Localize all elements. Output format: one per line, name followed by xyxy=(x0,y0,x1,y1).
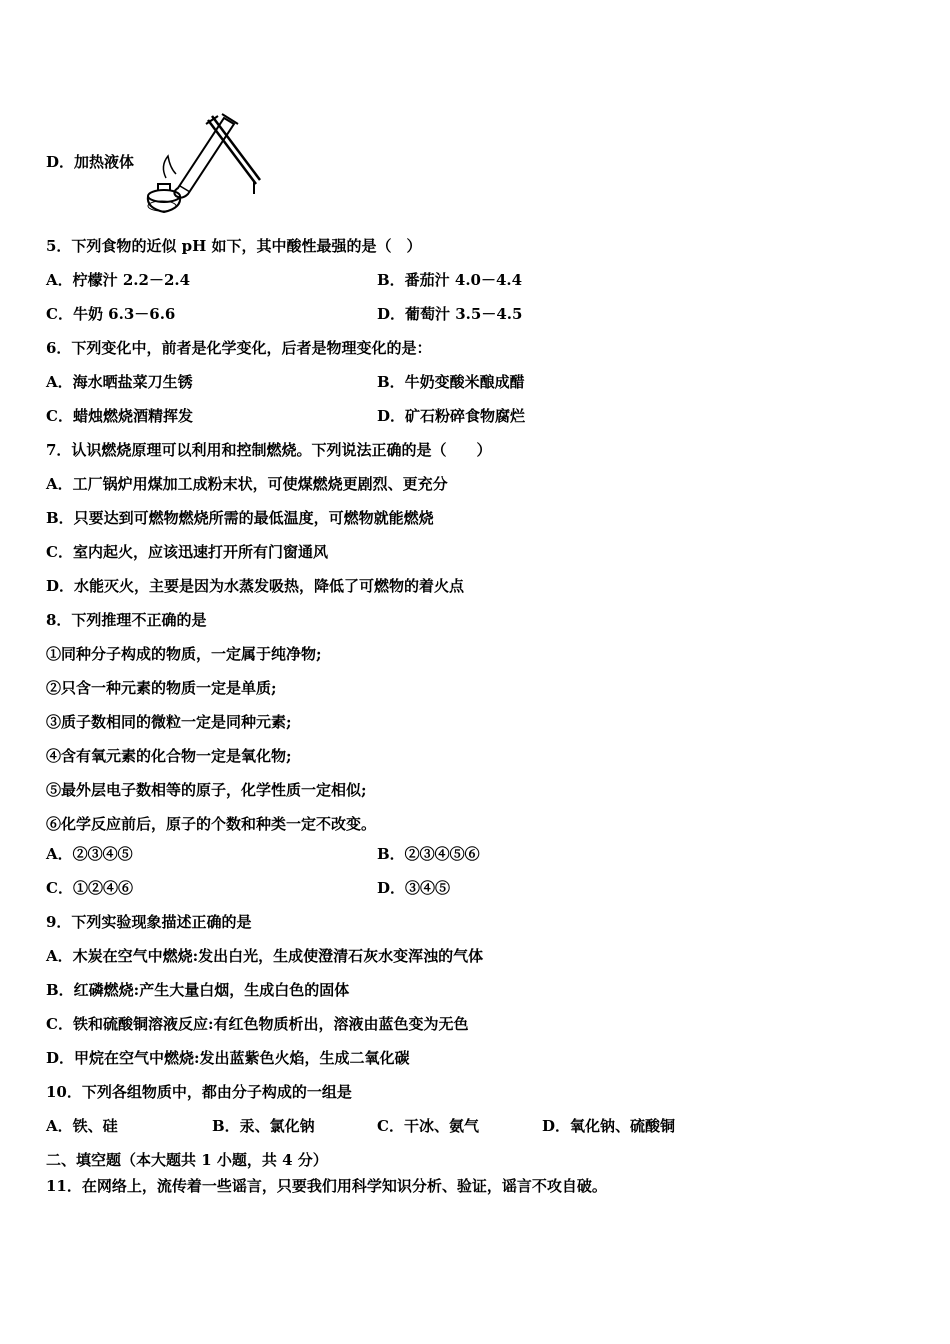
q8-statement-6: ⑥化学反应前后，原子的个数和种类一定不改变。 xyxy=(46,815,377,833)
q8-option-b: B．②③④⑤⑥ xyxy=(377,845,480,863)
q9-option-b: B．红磷燃烧:产生大量白烟，生成白色的固体 xyxy=(46,981,350,999)
q8-statement-4: ④含有氧元素的化合物一定是氧化物; xyxy=(46,747,292,765)
q9-stem: 9．下列实验现象描述正确的是 xyxy=(46,913,252,931)
q9-option-c: C．铁和硫酸铜溶液反应:有红色物质析出，溶液由蓝色变为无色 xyxy=(46,1015,469,1033)
q8-statement-1: ①同种分子构成的物质，一定属于纯净物; xyxy=(46,645,322,663)
q8-statement-5: ⑤最外层电子数相等的原子，化学性质一定相似; xyxy=(46,781,367,799)
q9-option-a: A．木炭在空气中燃烧:发出白光，生成使澄清石灰水变浑浊的气体 xyxy=(46,947,484,965)
q5-option-b: B．番茄汁 4.0－4.4 xyxy=(377,271,523,289)
q7-stem: 7．认识燃烧原理可以利用和控制燃烧。下列说法正确的是（ ） xyxy=(46,441,492,459)
q6-option-b: B．牛奶变酸米酿成醋 xyxy=(377,373,525,391)
q10-option-a: A．铁、硅 xyxy=(46,1117,118,1135)
q10-stem: 10．下列各组物质中，都由分子构成的一组是 xyxy=(46,1083,352,1101)
q8-option-a: A．②③④⑤ xyxy=(46,845,133,863)
q5-option-c: C．牛奶 6.3－6.6 xyxy=(46,305,176,323)
q5-stem: 5．下列食物的近似 pH 如下，其中酸性最强的是（ ） xyxy=(46,237,422,255)
q7-option-d: D．水能灭火，主要是因为水蒸发吸热，降低了可燃物的着火点 xyxy=(46,577,465,595)
q4-option-d: D．加热液体 xyxy=(46,153,135,171)
q10-option-b: B．汞、氯化钠 xyxy=(212,1117,315,1135)
q6-option-a: A．海水晒盐菜刀生锈 xyxy=(46,373,193,391)
q6-option-d: D．矿石粉碎食物腐烂 xyxy=(377,407,526,425)
q5-option-d: D．葡萄汁 3.5－4.5 xyxy=(377,305,523,323)
q8-statement-2: ②只含一种元素的物质一定是单质; xyxy=(46,679,277,697)
section-2-title: 二、填空题（本大题共 1 小题，共 4 分） xyxy=(46,1151,328,1169)
q9-option-d: D．甲烷在空气中燃烧:发出蓝紫色火焰，生成二氧化碳 xyxy=(46,1049,410,1067)
q8-statement-3: ③质子数相同的微粒一定是同种元素; xyxy=(46,713,292,731)
q6-option-c: C．蜡烛燃烧酒精挥发 xyxy=(46,407,193,425)
q8-option-d: D．③④⑤ xyxy=(377,879,451,897)
q7-option-c: C．室内起火，应该迅速打开所有门窗通风 xyxy=(46,543,328,561)
q8-option-c: C．①②④⑥ xyxy=(46,879,133,897)
q6-stem: 6．下列变化中，前者是化学变化，后者是物理变化的是： xyxy=(46,339,432,357)
q8-stem: 8．下列推理不正确的是 xyxy=(46,611,207,629)
heating-liquid-apparatus-icon xyxy=(138,104,262,216)
q10-option-c: C．干冰、氨气 xyxy=(377,1117,479,1135)
q7-option-a: A．工厂锅炉用煤加工成粉末状，可使煤燃烧更剧烈、更充分 xyxy=(46,475,448,493)
q5-option-a: A．柠檬汁 2.2－2.4 xyxy=(46,271,191,289)
q7-option-b: B．只要达到可燃物燃烧所需的最低温度，可燃物就能燃烧 xyxy=(46,509,434,527)
q11-stem: 11．在网络上，流传着一些谣言，只要我们用科学知识分析、验证，谣言不攻自破。 xyxy=(46,1177,607,1195)
q10-option-d: D．氧化钠、硫酸铜 xyxy=(542,1117,676,1135)
